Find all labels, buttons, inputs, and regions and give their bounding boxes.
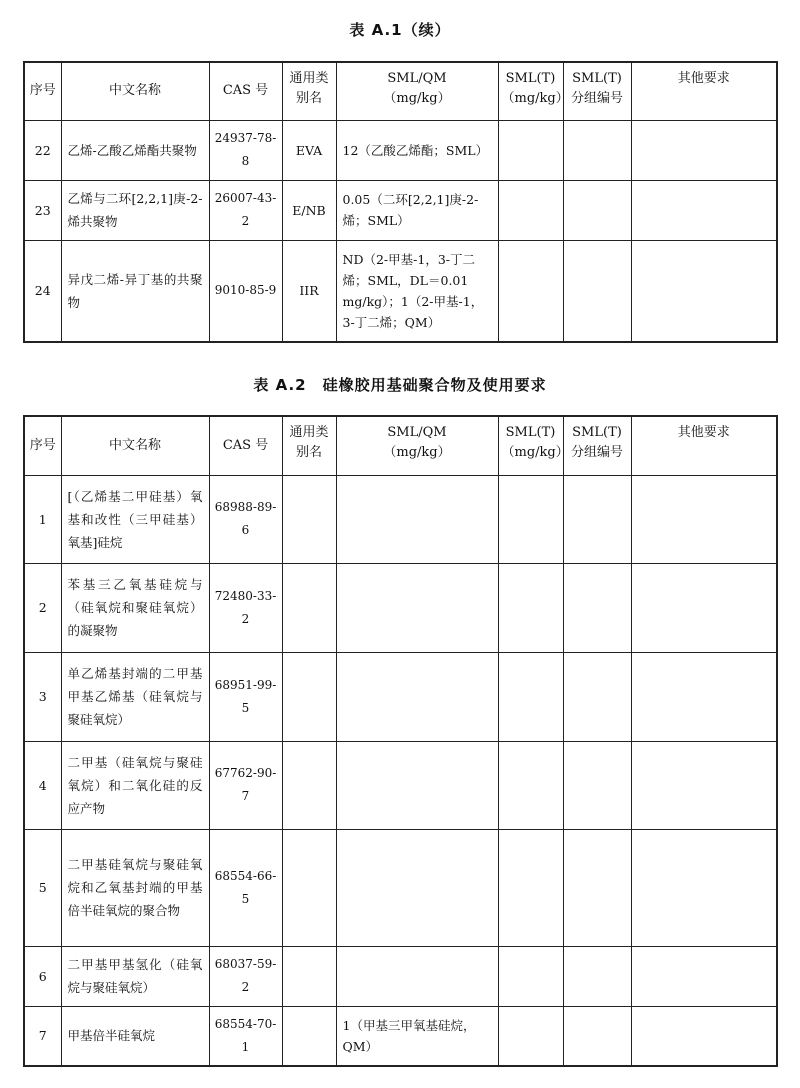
cell-sml-qm <box>336 741 498 829</box>
table-header-row <box>24 62 777 120</box>
cell-smlt <box>498 652 563 741</box>
cell-idx: 4 <box>24 741 61 829</box>
table-row <box>24 563 777 652</box>
cell-sml-qm <box>336 652 498 741</box>
table-a2 <box>23 415 778 1067</box>
header-sml-qm-unit: （mg/kg） <box>383 91 451 106</box>
cell-sml-qm: 12（乙酸乙烯酯；SML） <box>336 120 498 180</box>
header-sml-qm <box>336 62 498 120</box>
header-smlt-label: SML(T) <box>505 425 556 440</box>
cell-abbr <box>282 829 336 946</box>
cell-group <box>563 475 631 563</box>
header-other: 其他要求 <box>631 62 777 120</box>
table-row <box>24 741 777 829</box>
cell-other <box>631 829 777 946</box>
header-smlt-group <box>563 416 631 475</box>
cell-other <box>631 180 777 240</box>
header-smlt-group-sub: 分组编号 <box>570 91 623 106</box>
table-row <box>24 120 777 180</box>
cell-sml-qm: 1（甲基三甲氧基硅烷，QM） <box>336 1006 498 1066</box>
table-a1-caption: 表 A.1（续） <box>349 21 451 39</box>
cell-other <box>631 563 777 652</box>
header-idx: 序号 <box>24 416 61 475</box>
cell-idx: 6 <box>24 946 61 1006</box>
table-header-row <box>24 416 777 475</box>
cell-abbr <box>282 946 336 1006</box>
cell-group <box>563 563 631 652</box>
cell-cas: 68951-99-5 <box>209 652 282 741</box>
header-sml-qm-label: SML/QM <box>387 425 447 440</box>
cell-abbr <box>282 741 336 829</box>
cell-abbr: EVA <box>282 120 336 180</box>
cell-group <box>563 652 631 741</box>
cell-sml-qm <box>336 946 498 1006</box>
cell-name: 乙烯-乙酸乙烯酯共聚物 <box>61 120 209 180</box>
header-cas: CAS 号 <box>209 416 282 475</box>
header-sml-qm <box>336 416 498 475</box>
cell-smlt <box>498 475 563 563</box>
table-row <box>24 652 777 741</box>
header-abbr: 通用类别名 <box>282 62 336 120</box>
header-smlt-group <box>563 62 631 120</box>
cell-group <box>563 180 631 240</box>
cell-group <box>563 829 631 946</box>
header-sml-qm-unit: （mg/kg） <box>383 445 451 460</box>
cell-other <box>631 475 777 563</box>
cell-idx: 22 <box>24 120 61 180</box>
header-cas: CAS 号 <box>209 62 282 120</box>
header-smlt <box>498 62 569 120</box>
cell-abbr: IIR <box>282 240 336 342</box>
header-name: 中文名称 <box>61 416 209 475</box>
cell-smlt <box>498 563 563 652</box>
table-row <box>24 1006 777 1066</box>
cell-other <box>631 652 777 741</box>
cell-name: 二甲基硅氧烷与聚硅氧烷和乙氧基封端的甲基倍半硅氧烷的聚合物 <box>61 829 209 946</box>
table-row <box>24 180 777 240</box>
cell-cas: 67762-90-7 <box>209 741 282 829</box>
cell-name: 二甲基甲基氢化（硅氧烷与聚硅氧烷） <box>61 946 209 1006</box>
cell-other <box>631 741 777 829</box>
cell-name: 乙烯与二环[2,2,1]庚-2-烯共聚物 <box>61 180 209 240</box>
cell-smlt <box>498 946 563 1006</box>
header-smlt <box>498 416 569 475</box>
cell-idx: 3 <box>24 652 61 741</box>
cell-group <box>563 120 631 180</box>
cell-cas: 68554-70-1 <box>209 1006 282 1066</box>
cell-smlt <box>498 180 563 240</box>
cell-cas: 24937-78-8 <box>209 120 282 180</box>
cell-name: 二甲基（硅氧烷与聚硅氧烷）和二氧化硅的反应产物 <box>61 741 209 829</box>
cell-cas: 68554-66-5 <box>209 829 282 946</box>
cell-idx: 2 <box>24 563 61 652</box>
cell-other <box>631 1006 777 1066</box>
cell-other <box>631 120 777 180</box>
cell-smlt <box>498 240 563 342</box>
header-smlt-group-label: SML(T) <box>572 425 622 440</box>
cell-group <box>563 240 631 342</box>
table-row <box>24 475 777 563</box>
cell-sml-qm <box>336 475 498 563</box>
cell-idx: 24 <box>24 240 61 342</box>
cell-group <box>563 1006 631 1066</box>
cell-name: 异戊二烯-异丁基的共聚物 <box>61 240 209 342</box>
table-a1 <box>23 61 778 343</box>
header-other: 其他要求 <box>631 416 777 475</box>
table-row <box>24 946 777 1006</box>
cell-idx: 1 <box>24 475 61 563</box>
cell-cas: 68037-59-2 <box>209 946 282 1006</box>
cell-name: 苯基三乙氧基硅烷与（硅氧烷和聚硅氧烷）的凝聚物 <box>61 563 209 652</box>
cell-cas: 68988-89-6 <box>209 475 282 563</box>
cell-sml-qm: ND（2-甲基-1，3-丁二烯；SML，DL＝0.01 mg/kg）；1（2-甲基-1，3-丁二烯；QM） <box>336 240 498 342</box>
cell-group <box>563 741 631 829</box>
header-idx: 序号 <box>24 62 61 120</box>
cell-other <box>631 240 777 342</box>
cell-idx: 5 <box>24 829 61 946</box>
cell-smlt <box>498 120 563 180</box>
header-sml-qm-label: SML/QM <box>387 71 447 86</box>
header-abbr: 通用类别名 <box>282 416 336 475</box>
cell-name: 甲基倍半硅氧烷 <box>61 1006 209 1066</box>
table-row <box>24 240 777 342</box>
cell-cas: 9010-85-9 <box>209 240 282 342</box>
cell-name: [（乙烯基二甲硅基）氧基和改性（三甲硅基）氧基]硅烷 <box>61 475 209 563</box>
cell-abbr <box>282 563 336 652</box>
header-name: 中文名称 <box>61 62 209 120</box>
cell-sml-qm <box>336 829 498 946</box>
header-smlt-unit: （mg/kg） <box>501 91 569 106</box>
cell-abbr <box>282 475 336 563</box>
cell-abbr <box>282 1006 336 1066</box>
table-a2-caption: 表 A.2 硅橡胶用基础聚合物及使用要求 <box>253 376 547 394</box>
cell-abbr <box>282 652 336 741</box>
cell-smlt <box>498 829 563 946</box>
cell-idx: 23 <box>24 180 61 240</box>
cell-sml-qm: 0.05（二环[2,2,1]庚-2-烯；SML） <box>336 180 498 240</box>
cell-group <box>563 946 631 1006</box>
cell-sml-qm <box>336 563 498 652</box>
cell-abbr: E/NB <box>282 180 336 240</box>
cell-name: 单乙烯基封端的二甲基甲基乙烯基（硅氧烷与聚硅氧烷） <box>61 652 209 741</box>
cell-smlt <box>498 741 563 829</box>
cell-cas: 72480-33-2 <box>209 563 282 652</box>
cell-cas: 26007-43-2 <box>209 180 282 240</box>
header-smlt-group-label: SML(T) <box>572 71 622 86</box>
cell-smlt <box>498 1006 563 1066</box>
cell-other <box>631 946 777 1006</box>
header-smlt-unit: （mg/kg） <box>501 445 569 460</box>
header-smlt-label: SML(T) <box>505 71 556 86</box>
cell-idx: 7 <box>24 1006 61 1066</box>
table-row <box>24 829 777 946</box>
header-smlt-group-sub: 分组编号 <box>570 445 623 460</box>
